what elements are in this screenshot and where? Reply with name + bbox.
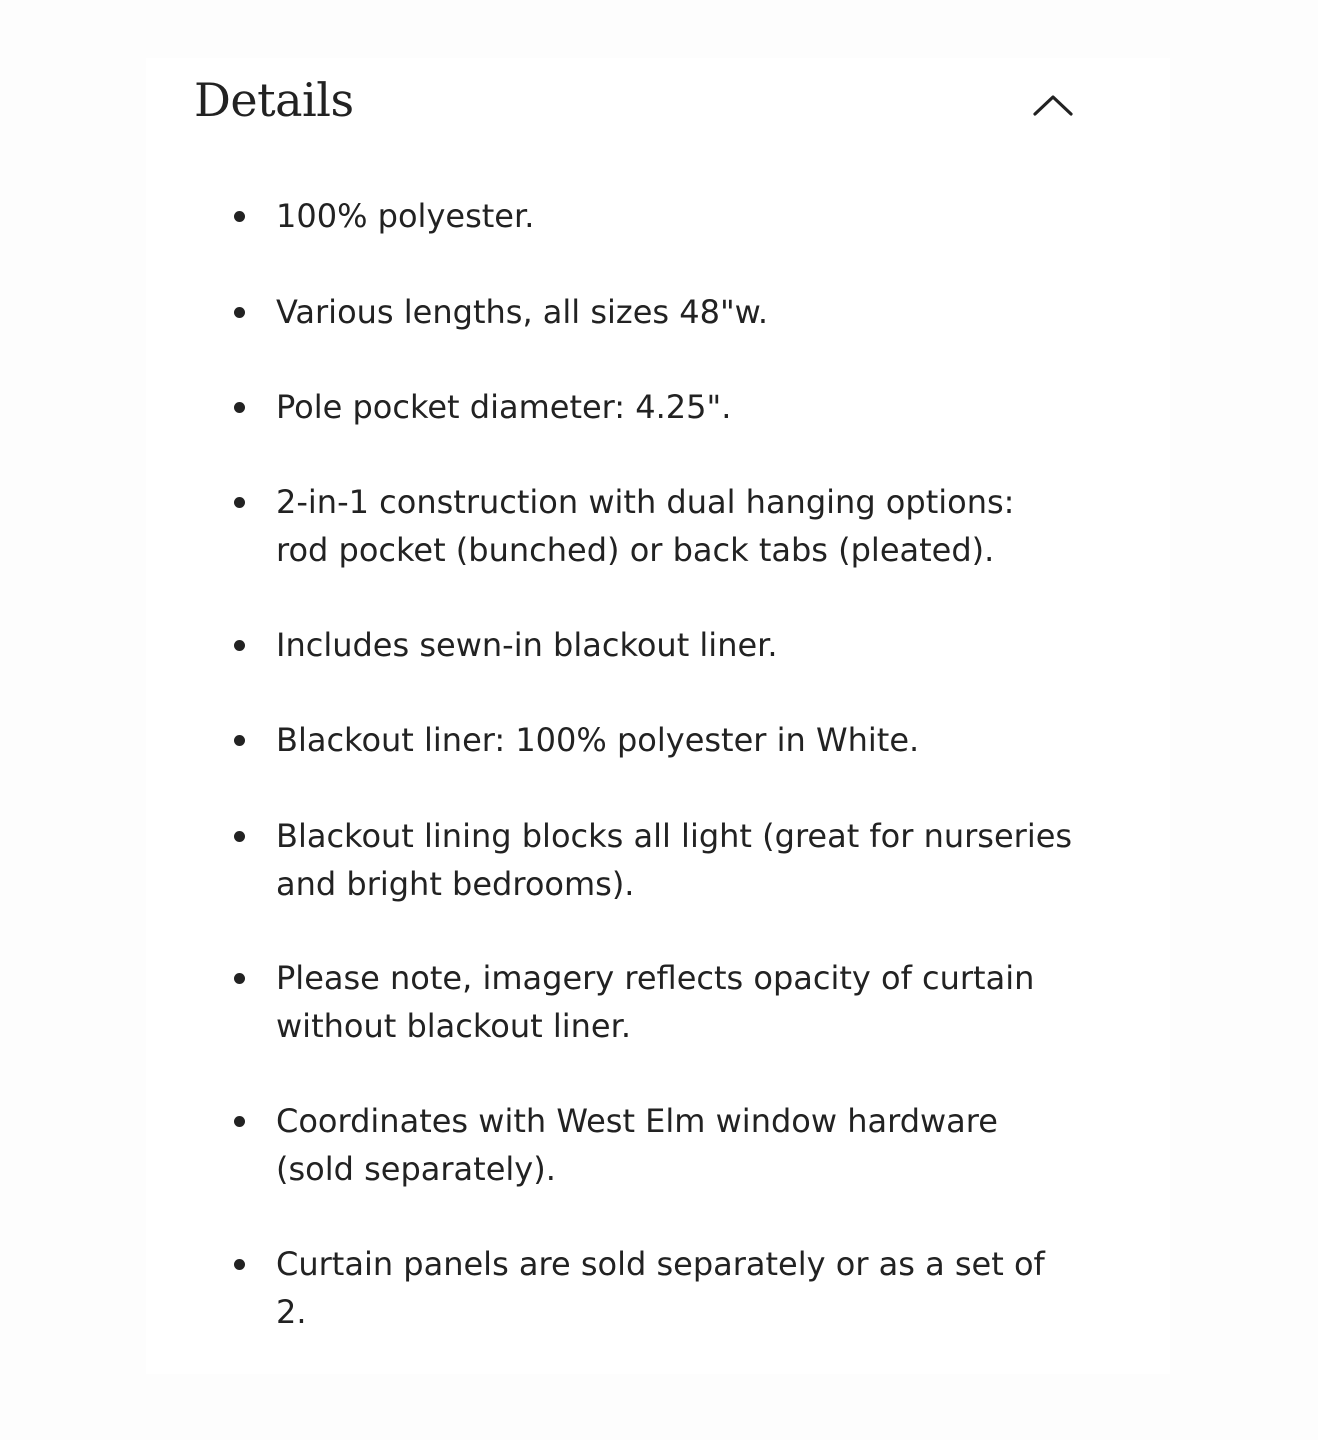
list-item-text: Blackout lining blocks all light (great for nurseries and bright bedrooms). [276, 817, 1073, 903]
bullet-icon [234, 497, 245, 508]
list-item-text: Coordinates with West Elm window hardware (sold separately). [276, 1102, 998, 1188]
bullet-icon [234, 640, 245, 651]
list-item-text: Pole pocket diameter: 4.25". [276, 388, 732, 426]
list-item-text: 100% polyester. [276, 197, 535, 235]
list-item-text: Includes sewn-in blackout liner. [276, 626, 778, 664]
bullet-icon [234, 402, 245, 413]
list-item-text: Curtain panels are sold separately or as a set of 2. [276, 1245, 1045, 1331]
bullet-icon [234, 973, 245, 984]
list-item-text: 2-in-1 construction with dual hanging options: rod pocket (bunched) or back tabs (pleated). [276, 483, 1015, 569]
bullet-icon [234, 735, 245, 746]
details-title: Details [194, 73, 354, 127]
bullet-icon [234, 1116, 245, 1127]
list-item-text: Various lengths, all sizes 48"w. [276, 293, 769, 331]
bullet-icon [234, 307, 245, 318]
bullet-icon [234, 211, 245, 222]
bullet-icon [234, 1259, 245, 1270]
details-accordion-header[interactable] [194, 66, 1078, 136]
list-item-text: Please note, imagery reflects opacity of curtain without blackout liner. [276, 959, 1035, 1045]
chevron-up-icon[interactable] [1030, 86, 1076, 120]
bullet-icon [234, 831, 245, 842]
list-item-text: Blackout liner: 100% polyester in White. [276, 721, 920, 759]
